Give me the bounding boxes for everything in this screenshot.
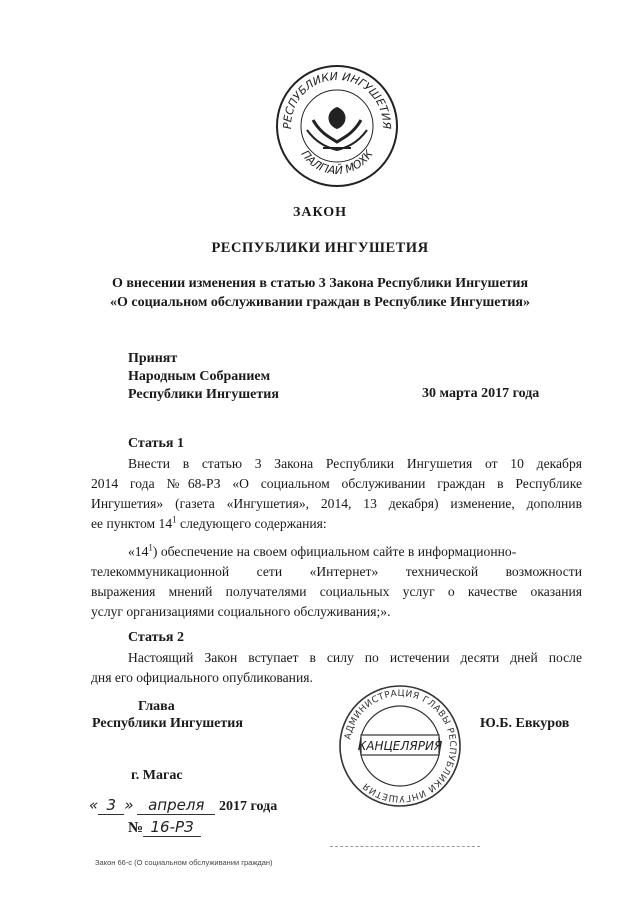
head-title: Глава (138, 699, 175, 714)
article-1-line: Ингушетия» (газета «Ингушетия», 2014, 13 декабря) изменение, дополнив (91, 496, 582, 511)
adopted-label: Принят (128, 351, 178, 366)
adoption-date: 30 марта 2017 года (422, 386, 540, 401)
subject-line-2: «О социальном обслуживании граждан в Республике Ингушетия» (109, 295, 531, 310)
sign-date-month: апреля (137, 796, 215, 815)
sign-date-day: 3 (98, 796, 124, 815)
adopted-republic: Республики Ингушетия (128, 387, 279, 402)
article-1-line: Внести в статью 3 Закона Республики Ингушетия от 10 декабря (128, 456, 582, 471)
article-2-title: Статья 2 (128, 630, 184, 645)
article-1-item-line: «$14^1$) обеспечение на своем официальном сайте в информационно- (128, 542, 517, 559)
city: г. Магас (131, 768, 183, 783)
article-1-line: ее пунктом $14^1$ следующего содержания: (91, 514, 327, 531)
article-1-line: 2014 года №68-РЗ «О социальном обслуживании граждан в Республике (91, 476, 582, 491)
article-2-line: дня его официального опубликования. (91, 670, 313, 685)
footer-note: Закон 66-с (О социальном обслуживании граждан) (95, 858, 273, 867)
emblem-bottom-text: ПАЛГIАЙ МОХК (298, 147, 376, 178)
head-name: Ю.Б. Евкуров (480, 716, 570, 731)
article-1-title: Статья 1 (128, 436, 184, 451)
head-republic: Республики Ингушетия (92, 716, 243, 731)
law-number: № 16-РЗ (128, 818, 201, 837)
solar-sign-icon (307, 108, 367, 150)
office-stamp (337, 683, 463, 809)
sign-date-year: 2017 года (219, 799, 278, 814)
sign-date: « 3 » апреля 2017 года (89, 796, 278, 814)
emblem-top-text: РЕСПУБЛИКИ ИНГУШЕТИЯ (280, 69, 394, 130)
stamp-ring-text: АДМИНИСТРАЦИЯ ГЛАВЫ РЕСПУБЛИКИ ИНГУШЕТИЯ (343, 688, 458, 804)
article-1-item-line: телекоммуникационной сети «Интернет» технической возможности (91, 564, 582, 579)
article-2-line: Настоящий Закон вступает в силу по истечении десяти дней после (128, 650, 582, 665)
doc-title: ЗАКОН (292, 205, 348, 220)
doc-republic: РЕСПУБЛИКИ ИНГУШЕТИЯ (211, 240, 429, 256)
scan-divider (330, 846, 480, 847)
article-1-item-line: услуг организациями социального обслуживания;». (91, 604, 391, 619)
law-number-value: 16-РЗ (143, 818, 201, 837)
adopted-by: Народным Собранием (128, 369, 271, 384)
subject-line-1: О внесении изменения в статью 3 Закона Республики Ингушетия (111, 276, 529, 291)
emblem-seal (273, 62, 401, 190)
stamp-center-text: КАНЦЕЛЯРИЯ (357, 739, 443, 753)
article-1-item-line: выражения мнений получателями социальных услуг о качестве оказания (91, 584, 582, 599)
